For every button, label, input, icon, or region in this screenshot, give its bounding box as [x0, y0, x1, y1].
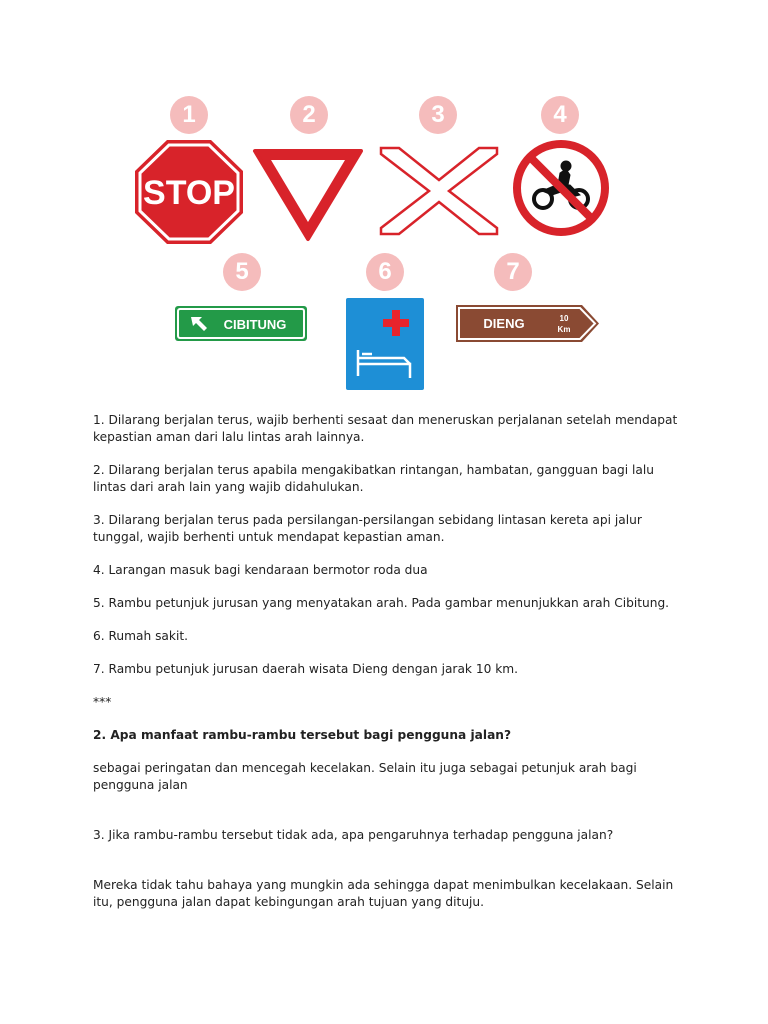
no-motorcycle-sign-icon [512, 139, 610, 237]
badge-6: 6 [366, 253, 404, 291]
item-5: 5. Rambu petunjuk jurusan yang menyatakan arah. Pada gambar menunjukkan arah Cibitung. [93, 596, 670, 610]
stop-text: STOP [143, 174, 235, 212]
yield-sign-icon [252, 148, 364, 242]
badge-4: 4 [541, 96, 579, 134]
dieng-tourist-sign [456, 305, 600, 342]
dieng-distance: 10 [559, 314, 569, 323]
cibitung-direction-sign [175, 306, 307, 341]
stop-sign-icon [133, 138, 245, 246]
badge-3: 3 [419, 96, 457, 134]
railroad-crossing-icon [375, 146, 503, 236]
separator: *** [93, 695, 112, 709]
item-4: 4. Larangan masuk bagi kendaraan bermotor roda dua [93, 563, 428, 577]
badge-7: 7 [494, 253, 532, 291]
document-body [93, 412, 683, 911]
badge-2: 2 [290, 96, 328, 134]
answer-2: sebagai peringatan dan mencegah kecelakan. Selain itu juga sebagai petunjuk arah bagi pengguna jalan [93, 761, 637, 792]
item-7: 7. Rambu petunjuk jurusan daerah wisata Dieng dengan jarak 10 km. [93, 662, 519, 676]
dieng-unit: Km [557, 325, 571, 334]
dieng-text: DIENG [483, 316, 525, 331]
question-2: 2. Apa manfaat rambu-rambu tersebut bagi pengguna jalan? [93, 728, 512, 742]
question-3: 3. Jika rambu-rambu tersebut tidak ada, apa pengaruhnya terhadap pengguna jalan? [93, 828, 614, 842]
item-1: 1. Dilarang berjalan terus, wajib berhenti sesaat dan meneruskan perjalanan setelah mendapat kepastian aman dari lalu lintas arah lainnya. [93, 413, 678, 444]
item-6: 6. Rumah sakit. [93, 629, 189, 643]
item-3: 3. Dilarang berjalan terus pada persilangan-persilangan sebidang lintasan kereta api jalur tunggal, wajib berhenti untuk mendapat kepastian aman. [93, 513, 642, 544]
hospital-sign-icon [346, 298, 424, 390]
road-signs-figure [0, 0, 768, 400]
answer-3: Mereka tidak tahu bahaya yang mungkin ada sehingga dapat menimbulkan kecelakaan. Selain itu, pengguna jalan dapat kebingungan arah tujuan yang dituju. [93, 878, 674, 909]
item-2: 2. Dilarang berjalan terus apabila mengakibatkan rintangan, hambatan, gangguan bagi lalu lintas dari arah lain yang wajib didahulukan. [93, 463, 655, 494]
badge-1: 1 [170, 96, 208, 134]
badge-5: 5 [223, 253, 261, 291]
cibitung-text: CIBITUNG [223, 317, 287, 332]
